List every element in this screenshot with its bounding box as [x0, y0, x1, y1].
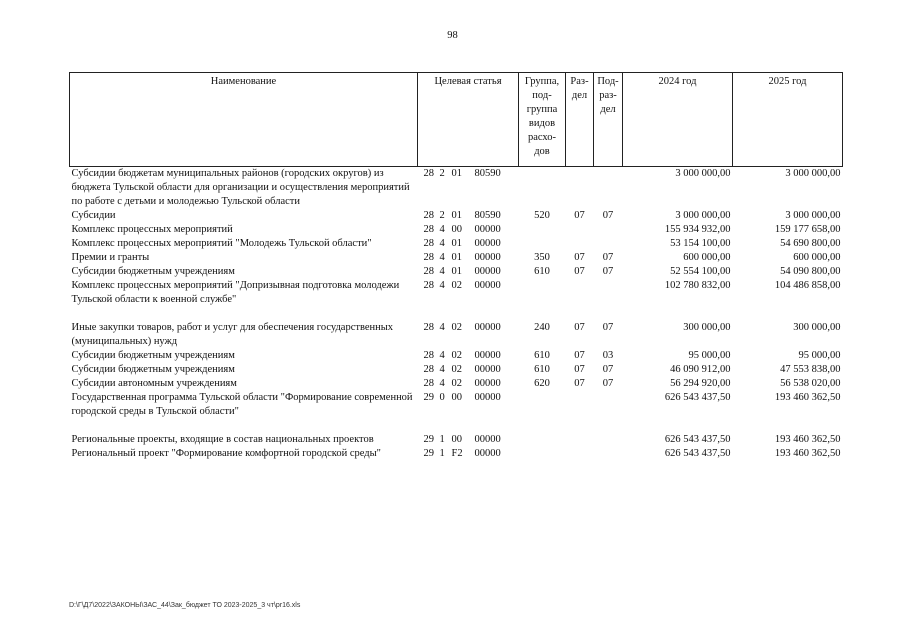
amount-2024: 300 000,00 [683, 322, 731, 333]
header-target: Целевая статья [418, 73, 519, 167]
subsection-code [594, 237, 623, 251]
expense-group-code [519, 279, 566, 321]
amount-2024: 626 543 437,50 [664, 448, 731, 459]
target-direction-code: 00000 [474, 280, 501, 291]
target-program-code: 28 [423, 238, 434, 249]
target-event-code: 01 [451, 210, 462, 221]
expense-group-code: 520 [534, 210, 550, 221]
target-subprogram-code: 4 [439, 238, 445, 249]
target-direction-code: 00000 [474, 252, 501, 263]
row-name: Иные закупки товаров, работ и услуг для обеспечения государственных (муниципальных) нужд [71, 322, 394, 347]
header-row [70, 73, 843, 167]
section-code: 07 [574, 378, 585, 389]
subsection-code: 07 [602, 378, 614, 389]
section-code: 07 [574, 210, 585, 221]
amount-2024: 626 543 437,50 [664, 392, 731, 403]
target-subprogram-code: 2 [439, 168, 445, 179]
target-article-cell [418, 209, 519, 223]
amount-2024: 102 780 832,00 [664, 280, 731, 291]
target-article-cell [418, 363, 519, 377]
target-program-code: 28 [423, 364, 434, 375]
target-direction-code: 00000 [474, 364, 501, 375]
subsection-code: 03 [602, 350, 614, 361]
target-program-code: 28 [423, 266, 434, 277]
amount-2025: 3 000 000,00 [785, 210, 841, 221]
row-name: Премии и гранты [71, 252, 150, 263]
row-name: Региональный проект "Формирование комфортной городской среды" [71, 448, 381, 459]
target-subprogram-code: 1 [439, 434, 445, 445]
subsection-code: 07 [602, 252, 614, 263]
target-article-cell [418, 377, 519, 391]
section-code [566, 391, 594, 433]
target-program-code: 28 [423, 280, 434, 291]
expense-group-code: 620 [534, 378, 550, 389]
target-direction-code: 00000 [474, 322, 501, 333]
section-code [566, 279, 594, 321]
target-subprogram-code: 4 [439, 378, 445, 389]
expense-group-code [519, 167, 566, 210]
amount-2024: 52 554 100,00 [670, 266, 731, 277]
target-program-code: 28 [423, 322, 434, 333]
amount-2025: 300 000,00 [793, 322, 841, 333]
target-event-code: 02 [451, 364, 462, 375]
target-event-code: 00 [451, 434, 462, 445]
target-event-code: 01 [451, 168, 462, 179]
amount-2025: 600 000,00 [793, 252, 841, 263]
target-subprogram-code: 4 [439, 224, 445, 235]
header-section: Раз-дел [566, 73, 594, 167]
page-number: 98 [447, 30, 458, 41]
table-row [70, 279, 843, 321]
expense-group-code: 240 [534, 322, 550, 333]
amount-2024: 3 000 000,00 [675, 168, 731, 179]
table-row [70, 447, 843, 461]
subsection-code: 07 [602, 322, 614, 333]
target-event-code: 01 [451, 238, 462, 249]
section-code [566, 433, 594, 447]
subsection-code [594, 433, 623, 447]
target-article-cell [418, 279, 519, 321]
row-name: Субсидии [71, 210, 116, 221]
table-row [70, 167, 843, 210]
target-direction-code: 00000 [474, 392, 501, 403]
row-name: Региональные проекты, входящие в состав национальных проектов [71, 434, 374, 445]
target-subprogram-code: 1 [439, 448, 445, 459]
section-code [566, 447, 594, 461]
amount-2025: 95 000,00 [798, 350, 841, 361]
amount-2025: 56 538 020,00 [780, 378, 841, 389]
target-event-code: 00 [451, 224, 462, 235]
subsection-code [594, 447, 623, 461]
expense-group-code [519, 223, 566, 237]
row-name: Субсидии бюджетным учреждениям [71, 266, 235, 277]
target-article-cell [418, 167, 519, 210]
subsection-code [594, 167, 623, 210]
section-code: 07 [574, 322, 585, 333]
table-row [70, 223, 843, 237]
section-code: 07 [574, 266, 585, 277]
subsection-code: 07 [602, 364, 614, 375]
expense-group-code: 350 [534, 252, 550, 263]
expense-group-code [519, 433, 566, 447]
row-name: Субсидии бюджетам муниципальных районов (городских округов) из бюджета Тульской области для организации и осуществления мероприятий по работе с детьми и молодежью Тульской области [71, 168, 410, 207]
row-name: Субсидии бюджетным учреждениям [71, 364, 235, 375]
header-year-2025: 2025 год [733, 73, 843, 167]
target-direction-code: 00000 [474, 238, 501, 249]
section-code [566, 167, 594, 210]
amount-2024: 46 090 912,00 [670, 364, 731, 375]
table-body [70, 167, 843, 462]
header-group: Группа, под-группа видов расхо-дов [519, 73, 566, 167]
section-code [566, 237, 594, 251]
row-name: Комплекс процессных мероприятий "Допризывная подготовка молодежи Тульской области к военной службе" [71, 280, 400, 305]
expense-group-code: 610 [534, 364, 550, 375]
budget-table [69, 72, 843, 461]
table-row [70, 321, 843, 349]
target-event-code: 02 [451, 350, 462, 361]
target-event-code: 01 [451, 266, 462, 277]
amount-2025: 47 553 838,00 [780, 364, 841, 375]
target-article-cell [418, 447, 519, 461]
target-direction-code: 80590 [474, 210, 501, 221]
target-direction-code: 00000 [474, 378, 501, 389]
target-direction-code: 00000 [474, 434, 501, 445]
amount-2024: 626 543 437,50 [664, 434, 731, 445]
table-row [70, 349, 843, 363]
section-code: 07 [574, 350, 585, 361]
section-code: 07 [574, 364, 585, 375]
target-program-code: 29 [423, 448, 434, 459]
amount-2025: 104 486 858,00 [774, 280, 841, 291]
table-row [70, 237, 843, 251]
amount-2025: 3 000 000,00 [785, 168, 841, 179]
amount-2025: 193 460 362,50 [774, 448, 841, 459]
target-direction-code: 00000 [474, 350, 501, 361]
table-row [70, 363, 843, 377]
section-code: 07 [574, 252, 585, 263]
amount-2024: 53 154 100,00 [670, 238, 731, 249]
target-event-code: 00 [451, 392, 462, 403]
table-row [70, 377, 843, 391]
amount-2025: 159 177 658,00 [774, 224, 841, 235]
target-article-cell [418, 433, 519, 447]
target-subprogram-code: 4 [439, 322, 445, 333]
target-program-code: 28 [423, 378, 434, 389]
target-event-code: F2 [451, 448, 463, 459]
section-code [566, 223, 594, 237]
target-subprogram-code: 4 [439, 280, 445, 291]
expense-group-code: 610 [534, 350, 550, 361]
target-program-code: 28 [423, 224, 434, 235]
header-name: Наименование [70, 73, 418, 167]
row-name: Субсидии автономным учреждениям [71, 378, 237, 389]
table-row [70, 265, 843, 279]
file-path-footer: D:\Г\Д7\2022\ЗАКОНЫ\ЗАС_44\Зак_бюджет ТО 2023-2025_3 чт\pr16.xls [69, 602, 301, 609]
target-article-cell [418, 237, 519, 251]
amount-2025: 193 460 362,50 [774, 392, 841, 403]
expense-group-code: 610 [534, 266, 550, 277]
amount-2024: 600 000,00 [683, 252, 731, 263]
row-name: Комплекс процессных мероприятий [71, 224, 233, 235]
target-program-code: 28 [423, 210, 434, 221]
target-subprogram-code: 4 [439, 252, 445, 263]
header-year-2024: 2024 год [623, 73, 733, 167]
target-article-cell [418, 349, 519, 363]
expense-group-code [519, 447, 566, 461]
table-row [70, 391, 843, 433]
target-article-cell [418, 251, 519, 265]
target-direction-code: 80590 [474, 168, 501, 179]
target-direction-code: 00000 [474, 224, 501, 235]
subsection-code [594, 223, 623, 237]
amount-2025: 193 460 362,50 [774, 434, 841, 445]
target-direction-code: 00000 [474, 266, 501, 277]
target-program-code: 29 [423, 392, 434, 403]
subsection-code: 07 [602, 266, 614, 277]
amount-2024: 155 934 932,00 [664, 224, 731, 235]
amount-2024: 95 000,00 [688, 350, 731, 361]
header-subsection: Под-раз-дел [594, 73, 623, 167]
row-name: Государственная программа Тульской области "Формирование современной городской среды в Тульской области" [71, 392, 413, 417]
target-program-code: 28 [423, 252, 434, 263]
target-program-code: 29 [423, 434, 434, 445]
target-program-code: 28 [423, 168, 434, 179]
amount-2025: 54 690 800,00 [780, 238, 841, 249]
target-subprogram-code: 0 [439, 392, 445, 403]
target-subprogram-code: 4 [439, 266, 445, 277]
amount-2024: 3 000 000,00 [675, 210, 731, 221]
target-event-code: 02 [451, 322, 462, 333]
target-article-cell [418, 265, 519, 279]
row-name: Комплекс процессных мероприятий "Молодежь Тульской области" [71, 238, 372, 249]
target-article-cell [418, 321, 519, 349]
target-direction-code: 00000 [474, 448, 501, 459]
table-row [70, 251, 843, 265]
subsection-code [594, 279, 623, 321]
target-subprogram-code: 2 [439, 210, 445, 221]
target-subprogram-code: 4 [439, 364, 445, 375]
target-event-code: 01 [451, 252, 462, 263]
target-article-cell [418, 391, 519, 433]
subsection-code: 07 [602, 210, 614, 221]
target-event-code: 02 [451, 378, 462, 389]
target-program-code: 28 [423, 350, 434, 361]
target-event-code: 02 [451, 280, 462, 291]
row-name: Субсидии бюджетным учреждениям [71, 350, 235, 361]
subsection-code [594, 391, 623, 433]
amount-2024: 56 294 920,00 [670, 378, 731, 389]
expense-group-code [519, 237, 566, 251]
table-row [70, 433, 843, 447]
target-subprogram-code: 4 [439, 350, 445, 361]
amount-2025: 54 090 800,00 [780, 266, 841, 277]
expense-group-code [519, 391, 566, 433]
table-row [70, 209, 843, 223]
target-article-cell [418, 223, 519, 237]
